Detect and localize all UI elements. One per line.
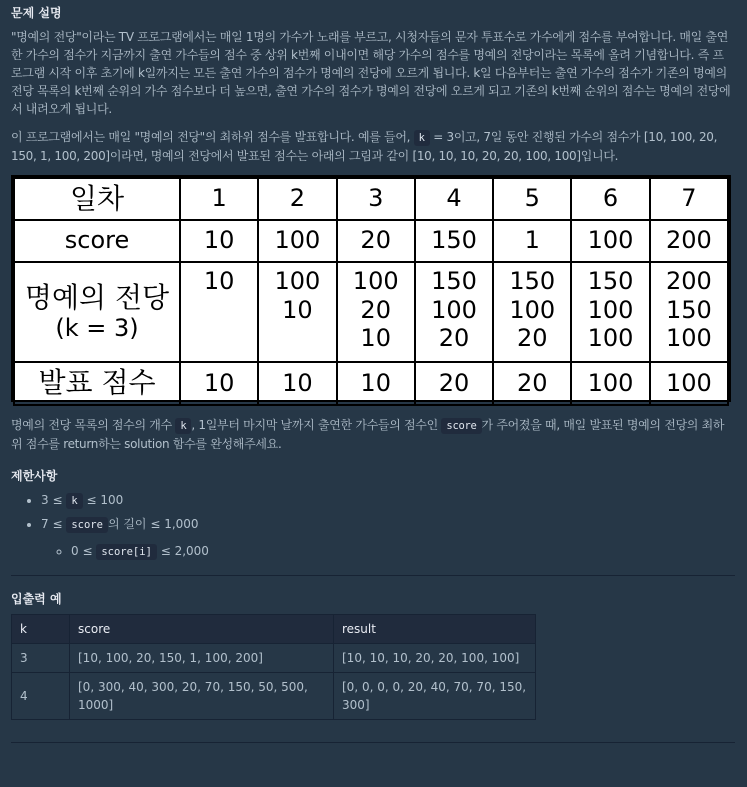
hall-value: 20 bbox=[516, 324, 548, 353]
para2-text-before: 이 프로그램에서는 매일 "명예의 전당"의 최하위 점수를 발표합니다. 예를 들어, bbox=[11, 130, 414, 144]
figure-hall-cell bbox=[650, 262, 728, 362]
figure-hall-cell bbox=[258, 262, 336, 362]
example-figure bbox=[11, 175, 731, 402]
constraint-item bbox=[71, 542, 735, 561]
figure-announce-cell: 100 bbox=[650, 362, 728, 405]
figure-row-score bbox=[14, 220, 728, 262]
constraints-heading: 제한사항 bbox=[11, 468, 58, 483]
divider-bottom bbox=[11, 742, 735, 743]
figure-score-cell: 150 bbox=[415, 220, 493, 262]
figure-row-hall bbox=[14, 262, 728, 362]
inline-code-score: score bbox=[66, 517, 108, 533]
constraint-text: 3 ≤ bbox=[41, 492, 67, 507]
table-row bbox=[12, 672, 536, 719]
hall-value: 100 bbox=[509, 295, 556, 324]
figure-score-cell: 10 bbox=[180, 220, 258, 262]
io-cell-k: 4 bbox=[12, 672, 70, 719]
figure-row-day bbox=[14, 178, 728, 220]
hall-value: 100 bbox=[431, 295, 477, 324]
figure-day-cell: 5 bbox=[493, 178, 571, 220]
inline-code-score-i: score[i] bbox=[96, 544, 157, 560]
figure-day-cell: 7 bbox=[650, 178, 728, 220]
figure-day-cell: 4 bbox=[415, 178, 493, 220]
figure-row-announce bbox=[14, 362, 728, 405]
hall-value: 20 bbox=[360, 295, 391, 324]
figure-score-cell: 1 bbox=[493, 220, 571, 262]
hall-value: 100 bbox=[665, 324, 712, 353]
figure-announce-cell: 10 bbox=[337, 362, 415, 405]
figure-hall-cell bbox=[415, 262, 493, 362]
hall-value: 10 bbox=[203, 266, 235, 295]
figure-day-cell: 1 bbox=[180, 178, 258, 220]
description-paragraph-2 bbox=[11, 128, 735, 165]
io-cell-result: [0, 0, 0, 0, 20, 40, 70, 70, 150, 300] bbox=[334, 672, 536, 719]
hall-value: 100 bbox=[352, 266, 399, 295]
io-header-k: k bbox=[12, 614, 70, 643]
figure-label-score: score bbox=[14, 220, 180, 262]
io-header-result: result bbox=[334, 614, 536, 643]
figure-announce-cell: 100 bbox=[571, 362, 649, 405]
hall-label-line-2: (k = 3) bbox=[55, 314, 139, 343]
figure-announce-cell: 20 bbox=[493, 362, 571, 405]
figure-day-cell: 3 bbox=[337, 178, 415, 220]
io-cell-k: 3 bbox=[12, 643, 70, 672]
figure-hall-cell bbox=[180, 262, 258, 362]
figure-hall-cell bbox=[571, 262, 649, 362]
constraint-text: 0 ≤ bbox=[71, 544, 97, 558]
para2-text-after: = 3이고, 7일 동안 진행된 가수의 점수가 [10, 100, 20, 150, 1, 100, 200]이라면, 명예의 전당에서 발표된 점수는 아래의 그림과 같이 [10, 10, 10, 20, 20, 100, 100]입니다. bbox=[11, 130, 718, 163]
io-header-score: score bbox=[70, 614, 334, 643]
constraints-sublist bbox=[41, 542, 735, 561]
figure-score-cell: 20 bbox=[337, 220, 415, 262]
problem-heading: 문제 설명 bbox=[11, 6, 62, 20]
constraints-list bbox=[11, 491, 735, 561]
hall-of-fame-figure-table bbox=[13, 177, 729, 406]
hall-value: 10 bbox=[282, 295, 313, 324]
table-row bbox=[12, 643, 536, 672]
hall-value: 100 bbox=[587, 295, 634, 324]
hall-value: 150 bbox=[509, 266, 556, 295]
io-header-row bbox=[12, 614, 536, 643]
hall-value: 100 bbox=[587, 324, 634, 353]
figure-hall-cell bbox=[493, 262, 571, 362]
figure-announce-cell: 20 bbox=[415, 362, 493, 405]
constraint-text: ≤ 100 bbox=[82, 492, 124, 507]
figure-score-cell: 100 bbox=[258, 220, 336, 262]
inline-code-k: k bbox=[175, 418, 191, 434]
hall-value: 200 bbox=[665, 266, 712, 295]
figure-score-cell: 100 bbox=[571, 220, 649, 262]
hall-value: 10 bbox=[360, 324, 391, 353]
constraint-text: 의 길이 ≤ 1,000 bbox=[107, 517, 199, 532]
figure-score-cell: 200 bbox=[650, 220, 728, 262]
figure-hall-cell bbox=[337, 262, 415, 362]
hall-label-line-1: 명예의 전당 bbox=[24, 280, 170, 314]
constraint-item bbox=[41, 491, 735, 510]
figure-announce-cell: 10 bbox=[180, 362, 258, 405]
description-paragraph-3 bbox=[11, 416, 735, 453]
constraint-item bbox=[41, 515, 735, 561]
hall-value: 150 bbox=[665, 295, 712, 324]
io-cell-score: [0, 300, 40, 300, 20, 70, 150, 50, 500, 1000] bbox=[70, 672, 334, 719]
figure-day-cell: 6 bbox=[571, 178, 649, 220]
figure-day-cell: 2 bbox=[258, 178, 336, 220]
figure-announce-cell: 10 bbox=[258, 362, 336, 405]
para3-text-1: 명예의 전당 목록의 점수의 개수 bbox=[11, 417, 176, 432]
io-cell-result: [10, 10, 10, 20, 20, 100, 100] bbox=[334, 643, 536, 672]
constraint-text: ≤ 2,000 bbox=[156, 544, 209, 558]
examples-heading: 입출력 예 bbox=[11, 591, 62, 606]
io-cell-score: [10, 100, 20, 150, 1, 100, 200] bbox=[70, 643, 334, 672]
constraint-text: 7 ≤ bbox=[41, 517, 67, 532]
hall-value: 20 bbox=[438, 324, 470, 353]
hall-value: 150 bbox=[587, 266, 634, 295]
hall-value: 150 bbox=[431, 266, 477, 295]
para3-text-2: , 1일부터 마지막 날까지 출연한 가수들의 점수인 bbox=[191, 417, 442, 432]
description-paragraph-1: "명예의 전당"이라는 TV 프로그램에서는 매일 1명의 가수가 노래를 부르고, 시청자들의 문자 투표수로 가수에게 점수를 부여합니다. 매일 출연한 가수의 점수가 지금까지 출연 가수들의 점수 중 상위 k번째 이내이면 해당 가수의 점수를 명예의 전당이라는 목록에 올려 기념합니다. 즉 프로그램 시작 이후 초기에 k일까지는 모든 출연 가수의 점수가 명예의 전당에 오르게 됩니다. k일 다음부터는 출연 가수의 점수가 기존의 명예의 전당 목록의 k번째 순위의 가수 점수보다 더 높으면, 출연 가수의 점수가 명예의 전당에 오르게 되고 기존의 k번째 순위의 점수는 명예의 전당에서 내려오게 됩니다. bbox=[11, 30, 731, 116]
inline-code-score: score bbox=[441, 418, 481, 434]
figure-label-announce: 발표 점수 bbox=[14, 362, 180, 405]
divider bbox=[11, 575, 735, 576]
inline-code-k: k bbox=[414, 130, 430, 146]
hall-value: 100 bbox=[274, 266, 321, 295]
figure-label-hall bbox=[14, 262, 180, 362]
inline-code-k: k bbox=[66, 493, 82, 509]
para3-text-3: 가 주어졌을 때, 매일 발표된 명예의 전당의 최하위 점수를 return하는 solution 함수를 완성해주세요. bbox=[11, 417, 725, 451]
io-example-table bbox=[11, 614, 536, 720]
figure-label-day: 일차 bbox=[14, 178, 180, 220]
